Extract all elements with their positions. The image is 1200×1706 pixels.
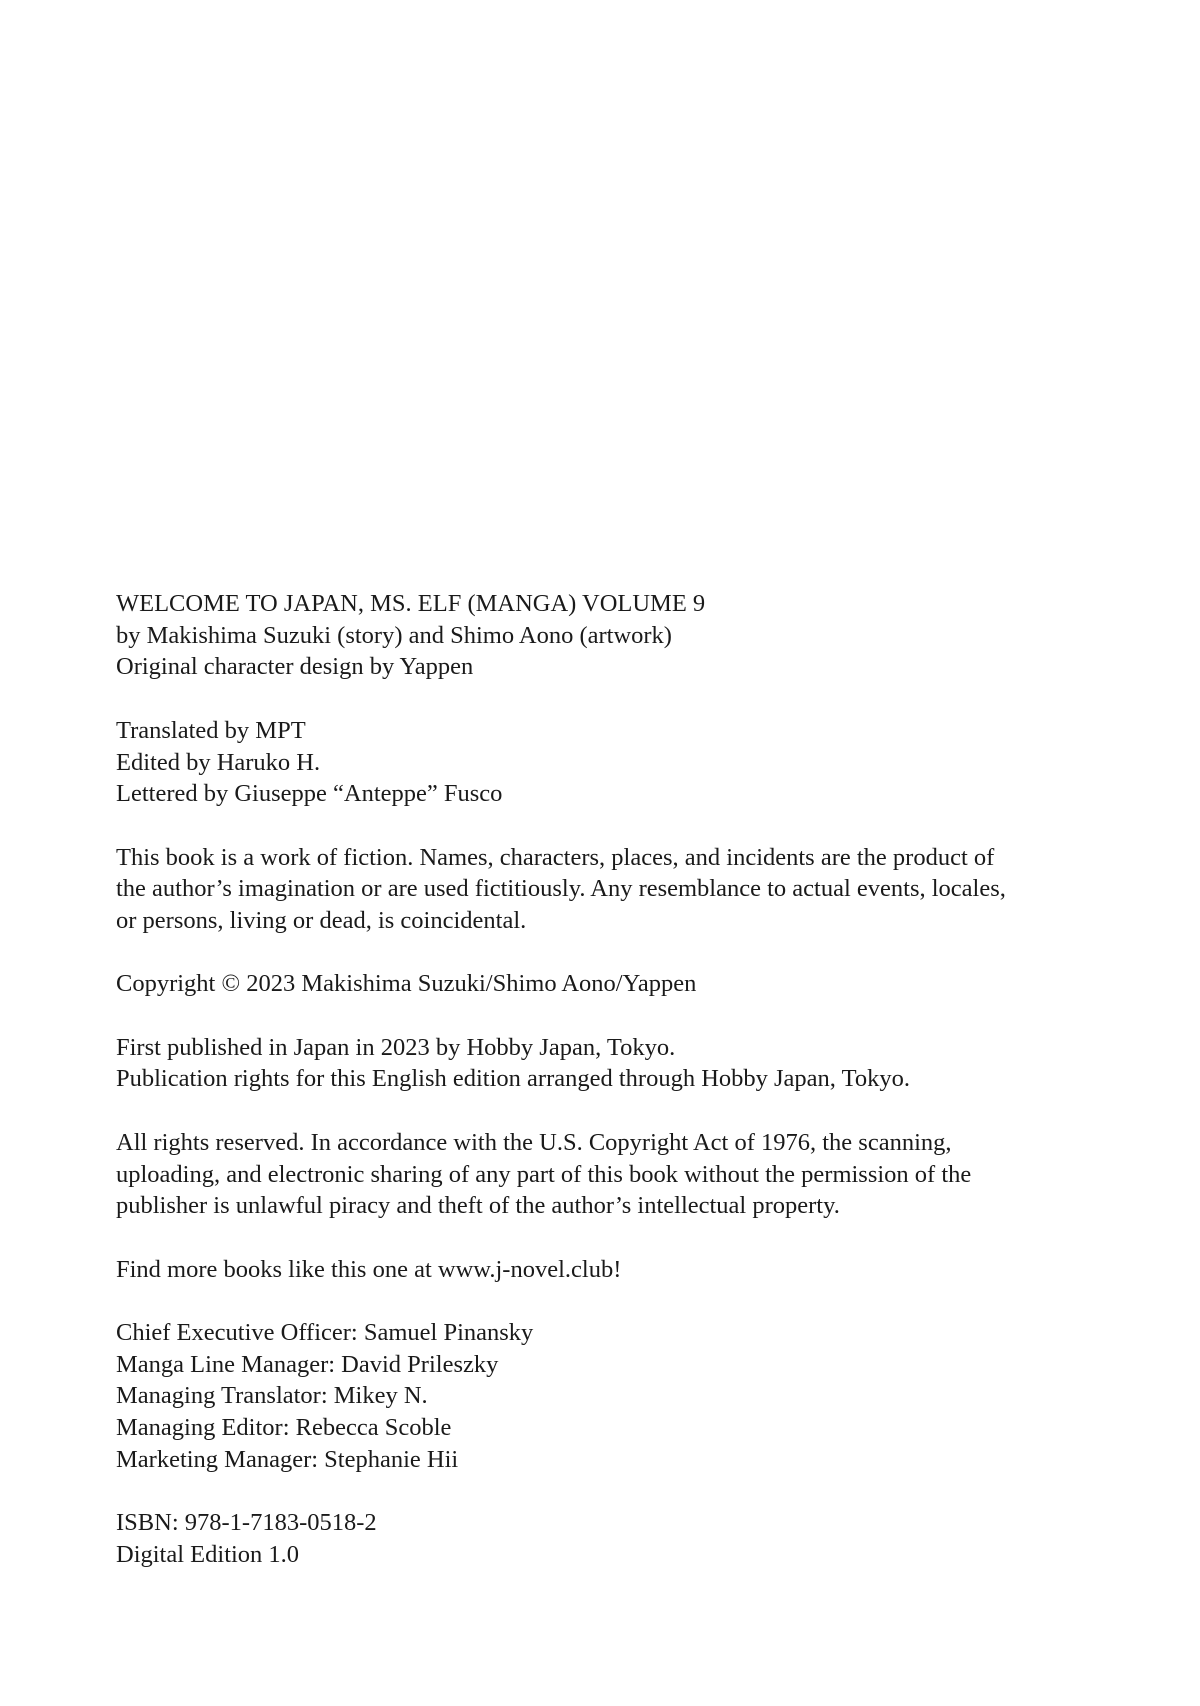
author-credit: by Makishima Suzuki (story) and Shimo Aono (artwork) bbox=[116, 621, 672, 649]
fiction-notice-paragraph bbox=[116, 842, 1116, 937]
fiction-notice-line: the author’s imagination or are used fictitiously. Any resemblance to actual events, locales, bbox=[116, 875, 1006, 903]
copyright-text-block bbox=[116, 588, 1116, 1571]
staff-manga-line-manager: Manga Line Manager: David Prileszky bbox=[116, 1350, 499, 1378]
staff-ceo: Chief Executive Officer: Samuel Pinansky bbox=[116, 1319, 534, 1347]
translator-credit: Translated by MPT bbox=[116, 716, 306, 744]
website-line: Find more books like this one at www.j-novel.club! bbox=[116, 1255, 622, 1283]
staff-managing-translator: Managing Translator: Mikey N. bbox=[116, 1382, 428, 1410]
publication-rights-line: Publication rights for this English edition arranged through Hobby Japan, Tokyo. bbox=[116, 1065, 910, 1093]
rights-line: uploading, and electronic sharing of any part of this book without the permission of the bbox=[116, 1160, 972, 1188]
staff-marketing-manager: Marketing Manager: Stephanie Hii bbox=[116, 1445, 459, 1473]
title-paragraph bbox=[116, 588, 1116, 683]
book-title: WELCOME TO JAPAN, MS. ELF (MANGA) VOLUME 9 bbox=[116, 590, 706, 617]
rights-line: publisher is unlawful piracy and theft of the author’s intellectual property. bbox=[116, 1192, 840, 1220]
isbn-line: ISBN: 978-1-7183-0518-2 bbox=[116, 1509, 377, 1537]
website-paragraph bbox=[116, 1254, 1116, 1286]
copyright-paragraph bbox=[116, 968, 1116, 1000]
credits-paragraph bbox=[116, 715, 1116, 810]
edition-paragraph bbox=[116, 1507, 1116, 1570]
copyright-line: Copyright © 2023 Makishima Suzuki/Shimo Aono/Yappen bbox=[116, 970, 697, 998]
publication-paragraph bbox=[116, 1032, 1116, 1095]
fiction-notice-line: or persons, living or dead, is coincidental. bbox=[116, 907, 527, 934]
first-published-line: First published in Japan in 2023 by Hobby Japan, Tokyo. bbox=[116, 1033, 676, 1061]
fiction-notice-line: This book is a work of fiction. Names, characters, places, and incidents are the product of bbox=[116, 843, 995, 871]
editor-credit: Edited by Haruko H. bbox=[116, 748, 321, 776]
staff-managing-editor: Managing Editor: Rebecca Scoble bbox=[116, 1414, 452, 1442]
digital-edition-line: Digital Edition 1.0 bbox=[116, 1540, 300, 1568]
character-design-credit: Original character design by Yappen bbox=[116, 653, 474, 681]
rights-line: All rights reserved. In accordance with the U.S. Copyright Act of 1976, the scanning, bbox=[116, 1128, 952, 1156]
staff-paragraph bbox=[116, 1317, 1116, 1476]
letterer-credit: Lettered by Giuseppe “Anteppe” Fusco bbox=[116, 780, 503, 808]
rights-paragraph bbox=[116, 1127, 1116, 1222]
